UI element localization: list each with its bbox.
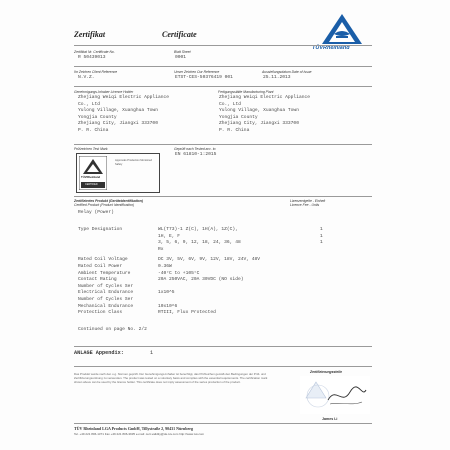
- row-rule: [74, 66, 372, 67]
- spec-unit: 1: [320, 227, 323, 232]
- manufacturer-line: Zhejiang City, Jiangxi 333700: [219, 121, 299, 127]
- annex-label: ANLAGE Appendix:: [74, 350, 124, 356]
- client-ref-label: Ihr Zeichen Client Reference: [74, 70, 118, 74]
- company-contact: Tel. +49 221 806-1371 Fax +49 221 806-3935 e-mail: cert-validity@de.tuv.com http://www.tuv.com: [74, 432, 205, 436]
- cert-no-label: Zertifikat Nr. Certificate No.: [74, 50, 115, 54]
- row-rule: [74, 366, 372, 367]
- spec-table: [78, 227, 338, 317]
- spec-row: [78, 290, 338, 297]
- signature-label: Zertifizierungsstelle: [310, 370, 343, 374]
- spec-value: Rx: [158, 246, 164, 252]
- sheet-label: Blatt Sheet: [174, 50, 191, 54]
- our-ref-label: Unser Zeichen Our Reference: [174, 70, 220, 74]
- holder-line: Zhejiang City, Jiangxi 333700: [78, 121, 158, 127]
- manufacturer-address: [219, 95, 310, 135]
- spec-row: [78, 257, 338, 264]
- row-rule: [74, 196, 372, 197]
- our-ref-value: ETST-CES-50376419 001: [175, 75, 233, 80]
- row-rule: [74, 86, 372, 87]
- continued-note: Continued on page No. 2/2: [78, 327, 147, 332]
- footer-body: Das Produkt wurde nach den o.g. Normen geprüft. Der Genehmigungs-Inhaber ist berechtigt, das Prüfzeichen gemäß den Bedingungen der Prüf- und Zertifizierungsordnung zu verwenden. The product was tested on a voluntary basis and complies with the essential requirements. The certification mark shown above can be used by the licence holder. This certificate does not imply assessment of the series production of the product.: [74, 372, 268, 385]
- mark-sub: CERTIFIED: [85, 183, 98, 186]
- spec-key: Number of Cycles Ser: [78, 296, 134, 302]
- spec-value: DC 3V, 5V, 6V, 9V, 12V, 18V, 24V, 48V: [158, 257, 260, 263]
- spec-key: Ambient Temperature: [78, 270, 131, 276]
- spec-key: Electrical Endurance: [78, 290, 134, 296]
- mark-name: TÜVRheinland: [81, 175, 101, 179]
- spec-key: Protection Class: [78, 310, 123, 316]
- company-address: TÜV Rheinland LGA Products GmbH, Tillystraße 2, 90431 Nürnberg: [74, 426, 194, 431]
- spec-value: WL(T73)-1 Z(C), 1H(A), 1Z(C),: [158, 227, 238, 232]
- tuv-logo: [312, 12, 372, 52]
- manufacturer-line: Co., Ltd: [219, 101, 242, 107]
- spec-value: 1H, E, F: [158, 233, 181, 239]
- spec-row: [78, 297, 338, 304]
- spec-row: [78, 240, 338, 247]
- header-rule: [74, 45, 372, 46]
- spec-value: RTIII, Flux Protected: [158, 310, 216, 316]
- sheet-value: 0001: [175, 55, 187, 60]
- spec-row: [78, 227, 338, 234]
- licence-fee-label-en: Licence Fee - Units: [290, 203, 320, 207]
- manufacturer-label: Fertigungsstätte Manufacturing Plant: [218, 90, 274, 94]
- spec-value: -40°C to +105°C: [158, 270, 200, 276]
- title-german: Zertifikat: [74, 30, 106, 39]
- spec-unit: 1: [320, 233, 323, 239]
- manufacturer-line: Zhejiang Weiqi Electric Appliance: [219, 95, 310, 100]
- tested-acc-value: EN 61810-1:2015: [175, 152, 217, 157]
- tested-acc-label: Geprüft nach Tested acc. to: [174, 147, 216, 151]
- signature-name: James Li: [322, 417, 338, 421]
- spec-key: Rated Coil Power: [78, 263, 123, 269]
- row-rule: [74, 144, 372, 145]
- cert-no-value: R 50439013: [78, 55, 106, 60]
- holder-line: Yongjia County: [78, 114, 117, 120]
- spec-value: 0.36W: [158, 263, 172, 269]
- manufacturer-line: Yongjia County: [219, 114, 258, 120]
- product-label: Zertifiziertes Produkt (Geräteidentifikation): [74, 199, 143, 203]
- logo-wordmark: TÜVRheinland: [312, 45, 350, 51]
- spec-value: 10x10^6: [158, 303, 178, 309]
- spec-row: [78, 277, 338, 284]
- product-label-en: Certified Product (Product Identification): [74, 203, 135, 207]
- test-mark-label: Prüfzeichen Test Mark: [74, 147, 108, 151]
- row-rule: [74, 346, 372, 347]
- holder-line: Zhejiang Weiqi Electric Appliance: [78, 95, 169, 100]
- issue-date-value: 25.11.2013: [263, 75, 291, 80]
- holder-line: P. R. China: [78, 127, 109, 133]
- spec-key: Type Designation: [78, 227, 123, 232]
- spec-value: 1x10^5: [158, 290, 175, 296]
- spec-key: Rated Coil Voltage: [78, 257, 128, 263]
- manufacturer-line: P. R. China: [219, 127, 250, 133]
- spec-key: Number of Cycles Ser: [78, 283, 134, 289]
- mark-description: Approvals Production Monitored Safety: [115, 159, 152, 167]
- test-mark-box: [76, 153, 160, 193]
- holder-address: [78, 95, 169, 135]
- spec-row: [78, 310, 338, 317]
- licence-fee-label: Lizenzentgelte - Einheit: [290, 199, 326, 203]
- title-english: Certificate: [162, 30, 197, 39]
- spec-row: [78, 264, 338, 271]
- spec-unit: 1: [320, 240, 323, 246]
- holder-line: Co., Ltd: [78, 101, 101, 107]
- client-ref-value: N.V.Z.: [78, 75, 95, 80]
- annex-value: 1: [150, 350, 154, 356]
- signature-stamp: [300, 376, 370, 414]
- spec-key: Mechanical Endurance: [78, 303, 134, 309]
- product-value: Relay (Power): [78, 210, 114, 215]
- spec-key: Contact Rating: [78, 277, 117, 283]
- footer-rule: [74, 423, 372, 424]
- signature-stamp-icon: [300, 376, 370, 414]
- manufacturer-line: Yulong Village, Xuanghua Town: [219, 108, 299, 114]
- spec-row: [78, 247, 338, 254]
- holder-label: Genehmigungs-Inhaber Licence Holder: [74, 90, 134, 94]
- issue-date-label: Ausstellungsdatum Date of Issue: [262, 70, 312, 74]
- spec-value: 20A 250VAC, 20A 30VDC (NO side): [158, 277, 244, 283]
- spec-value: 3, 5, 6, 9, 12, 18, 24, 36, 48: [158, 240, 241, 246]
- holder-line: Yulong Village, Xuanghua Town: [78, 108, 158, 114]
